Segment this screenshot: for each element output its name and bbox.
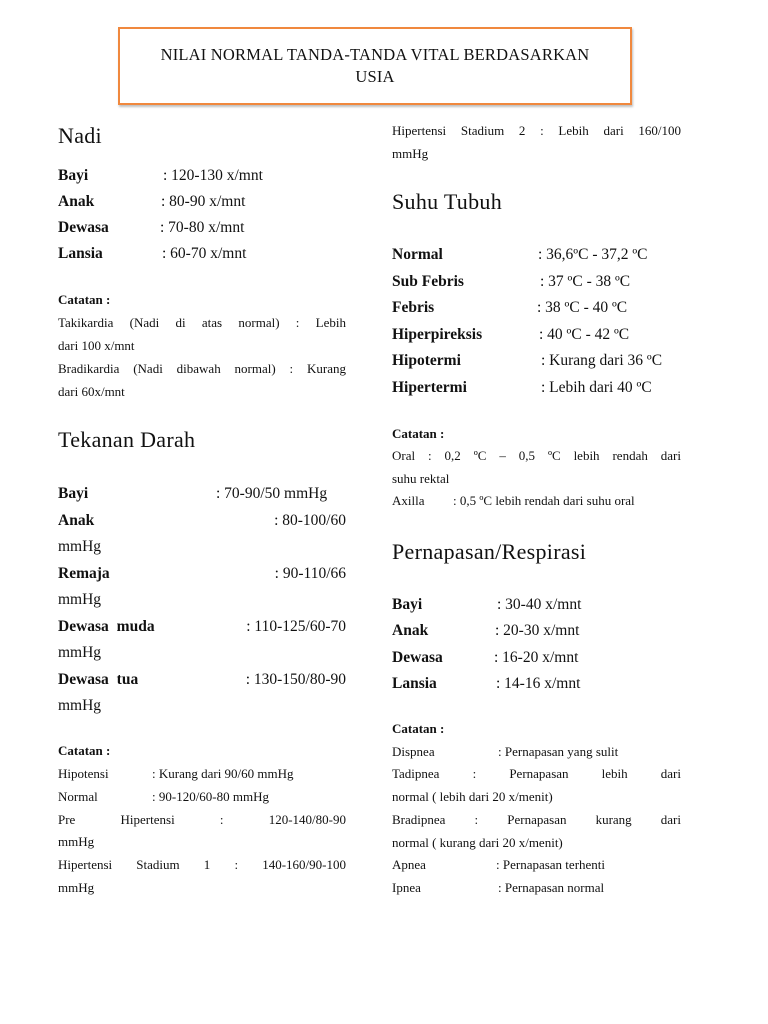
temp-label: Sub Febris xyxy=(392,273,464,290)
heading-nadi: Nadi xyxy=(58,123,102,148)
resp-note-heading: Catatan : xyxy=(392,721,445,736)
temp-value: : 38 ºC - 40 ºC xyxy=(537,299,628,316)
temp-value: : 37 ºC - 38 ºC xyxy=(540,273,631,290)
bp-note-label: Normal xyxy=(58,789,98,804)
temp-row-hipertermi xyxy=(392,378,681,398)
nadi-note-heading: Catatan : xyxy=(58,292,111,307)
bp-note-stadium-1-cont: mmHg xyxy=(58,880,95,895)
nadi-label: Lansia xyxy=(58,245,103,262)
resp-note-dispnea xyxy=(392,743,681,761)
nadi-note-takikardia: Takikardia (Nadi di atas normal) : Lebih xyxy=(58,315,346,330)
resp-row-dewasa xyxy=(392,648,681,668)
bp-label: Dewasa muda xyxy=(58,618,155,635)
resp-note-value: : Pernapasan normal xyxy=(498,880,605,895)
bp-label: Bayi xyxy=(58,485,89,502)
temp-value: : 40 ºC - 42 ºC xyxy=(539,326,630,343)
resp-note-apnea xyxy=(392,856,681,874)
temp-row-febris xyxy=(392,298,681,318)
resp-label: Anak xyxy=(392,622,429,639)
heading-tekanan-darah: Tekanan Darah xyxy=(58,427,196,452)
temp-value: : Lebih dari 40 ºC xyxy=(541,379,652,396)
temp-label: Normal xyxy=(392,246,443,263)
bp-value: : 130-150/80-90 xyxy=(245,671,346,688)
bp-value: : 110-125/60-70 xyxy=(246,618,346,635)
temp-value: : 36,6ºC - 37,2 ºC xyxy=(538,246,648,263)
title-line-1: NILAI NORMAL TANDA-TANDA VITAL BERDASARKAN xyxy=(160,45,590,64)
resp-note-label: Apnea xyxy=(392,857,426,872)
nadi-row-dewasa xyxy=(58,218,346,238)
temp-row-sub-febris xyxy=(392,272,681,292)
temp-label: Hiperpireksis xyxy=(392,326,483,343)
resp-note-tadipnea: Tadipnea : Pernapasan lebih dari xyxy=(392,766,681,781)
bp-unit: mmHg xyxy=(58,591,102,608)
nadi-value: : 80-90 x/mnt xyxy=(161,193,246,210)
heading-suhu-tubuh: Suhu Tubuh xyxy=(392,189,503,214)
temp-row-hiperpireksis xyxy=(392,325,681,345)
nadi-note-bradikardia: Bradikardia (Nadi dibawah normal) : Kurang xyxy=(58,361,346,376)
bp-value: : 70-90/50 mmHg xyxy=(216,485,328,502)
temp-value: : Kurang dari 36 ºC xyxy=(541,352,663,369)
resp-note-label: Dispnea xyxy=(392,744,435,759)
resp-label: Bayi xyxy=(392,596,423,613)
temp-note-oral: Oral : 0,2 ºC – 0,5 ºC lebih rendah dari xyxy=(392,448,681,463)
nadi-label: Bayi xyxy=(58,167,89,184)
temp-note-value: : 0,5 ºC lebih rendah dari suhu oral xyxy=(453,493,635,508)
bp-note-heading: Catatan : xyxy=(58,743,111,758)
resp-note-value: : Pernapasan yang sulit xyxy=(498,744,619,759)
resp-value: : 20-30 x/mnt xyxy=(495,622,580,639)
bp-note-label: Hipotensi xyxy=(58,766,109,781)
nadi-row-bayi xyxy=(58,166,346,186)
nadi-value: : 120-130 x/mnt xyxy=(163,167,263,184)
bp-value: : 80-100/60 xyxy=(274,512,346,529)
resp-note-value: : Pernapasan terhenti xyxy=(496,857,606,872)
resp-note-label: Ipnea xyxy=(392,880,421,895)
bp-note-stadium-2-cont: mmHg xyxy=(392,146,429,161)
temp-note-oral-cont: suhu rektal xyxy=(392,471,450,486)
nadi-note-bradikardia-cont: dari 60x/mnt xyxy=(58,384,125,399)
bp-row-anak xyxy=(58,511,346,531)
heading-pernapasan: Pernapasan/Respirasi xyxy=(392,539,587,564)
resp-note-bradipnea: Bradipnea : Pernapasan kurang dari xyxy=(392,812,681,827)
temp-note-heading: Catatan : xyxy=(392,426,445,441)
resp-value: : 14-16 x/mnt xyxy=(496,675,581,692)
bp-note-stadium-2: Hipertensi Stadium 2 : Lebih dari 160/100 xyxy=(392,123,681,138)
bp-note-hipotensi xyxy=(58,765,346,783)
bp-note-stadium-1: Hipertensi Stadium 1 : 140-160/90-100 xyxy=(58,857,346,872)
bp-value: : 90-110/66 xyxy=(274,565,346,582)
temp-label: Hipertermi xyxy=(392,379,467,396)
bp-note-pre-hipertensi-cont: mmHg xyxy=(58,834,95,849)
bp-row-dewasa-muda xyxy=(58,617,346,637)
nadi-label: Anak xyxy=(58,193,95,210)
resp-note-tadipnea-cont: normal ( lebih dari 20 x/menit) xyxy=(392,789,553,804)
resp-note-ipnea xyxy=(392,879,681,897)
bp-note-pre-hipertensi: Pre Hipertensi : 120-140/80-90 xyxy=(58,812,346,827)
nadi-label: Dewasa xyxy=(58,219,109,236)
resp-note-bradipnea-cont: normal ( kurang dari 20 x/menit) xyxy=(392,835,563,850)
nadi-value: : 70-80 x/mnt xyxy=(160,219,245,236)
page-title xyxy=(118,27,632,105)
temp-row-hipotermi xyxy=(392,351,681,371)
bp-note-value: : Kurang dari 90/60 mmHg xyxy=(152,766,294,781)
bp-unit: mmHg xyxy=(58,538,102,555)
temp-label: Hipotermi xyxy=(392,352,461,369)
bp-label: Remaja xyxy=(58,565,110,582)
resp-row-anak xyxy=(392,621,681,641)
temp-row-normal xyxy=(392,245,681,265)
resp-row-bayi xyxy=(392,595,681,615)
title-line-2: USIA xyxy=(355,67,395,86)
bp-note-value: : 90-120/60-80 mmHg xyxy=(152,789,269,804)
bp-label: Dewasa tua xyxy=(58,671,139,688)
resp-label: Dewasa xyxy=(392,649,443,666)
bp-row-bayi xyxy=(58,484,346,504)
resp-value: : 30-40 x/mnt xyxy=(497,596,582,613)
resp-value: : 16-20 x/mnt xyxy=(494,649,579,666)
bp-row-dewasa-tua xyxy=(58,670,346,690)
temp-note-axilla xyxy=(392,492,681,510)
temp-note-label: Axilla xyxy=(392,493,425,508)
nadi-value: : 60-70 x/mnt xyxy=(162,245,247,262)
bp-row-remaja xyxy=(58,564,346,584)
bp-note-normal xyxy=(58,788,346,806)
nadi-row-anak xyxy=(58,192,346,212)
bp-unit: mmHg xyxy=(58,697,102,714)
bp-label: Anak xyxy=(58,512,95,529)
nadi-row-lansia xyxy=(58,244,346,264)
temp-label: Febris xyxy=(392,299,435,316)
resp-row-lansia xyxy=(392,674,681,694)
nadi-note-takikardia-cont: dari 100 x/mnt xyxy=(58,338,135,353)
resp-label: Lansia xyxy=(392,675,437,692)
bp-unit: mmHg xyxy=(58,644,102,661)
